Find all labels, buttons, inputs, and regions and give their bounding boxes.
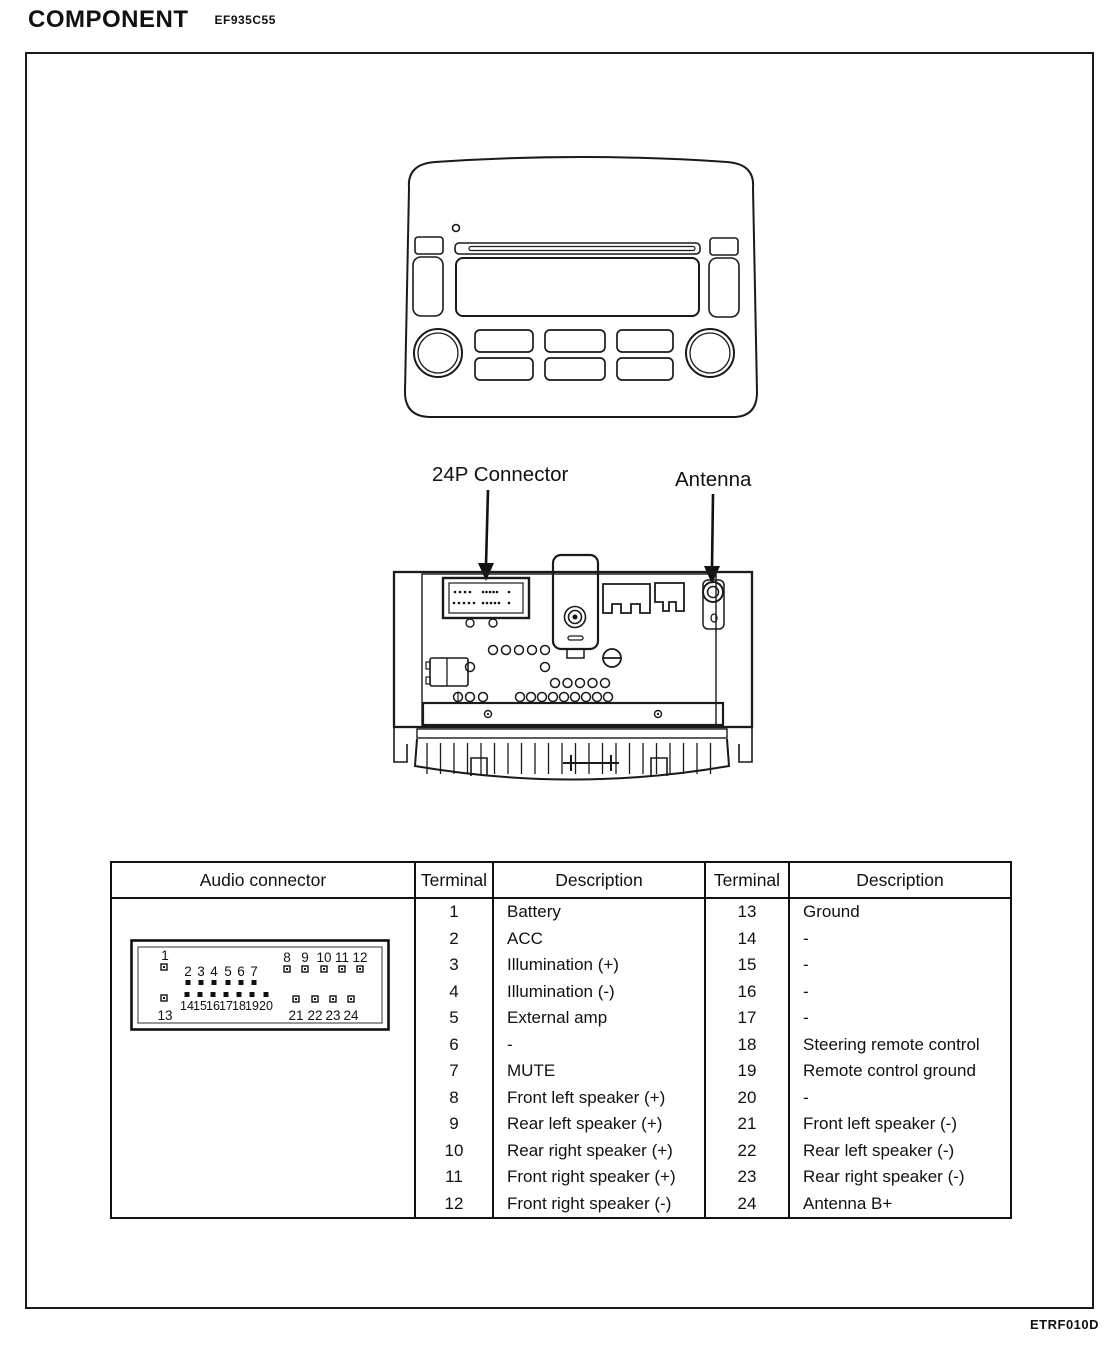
pin-label: 21 <box>288 1008 304 1023</box>
pin-label: 11 <box>334 950 350 965</box>
footer-code: ETRF010D <box>1030 1317 1100 1332</box>
terminal-cell: 2 <box>414 926 492 953</box>
connector-label: 24P Connector <box>432 463 569 486</box>
pin-label: 16 <box>206 999 220 1013</box>
page-heading <box>28 6 276 34</box>
pin-label: 14 <box>180 999 194 1013</box>
description-cell: Rear left speaker (+) <box>492 1111 704 1138</box>
pin-socket <box>186 980 191 985</box>
pin-label: 19 <box>245 999 259 1013</box>
column-header-description-1: Description <box>492 863 704 899</box>
description-cell: Rear right speaker (-) <box>788 1164 1010 1191</box>
connector-arrow <box>478 490 494 581</box>
pin-label: 10 <box>316 950 332 965</box>
pin-label: 8 <box>283 950 291 965</box>
column-header-terminal-1: Terminal <box>414 863 492 899</box>
description-cell: Illumination (-) <box>492 979 704 1006</box>
preset-buttons <box>475 330 673 380</box>
description-cell: Antenna B+ <box>788 1191 1010 1218</box>
pin-socket <box>224 992 229 997</box>
center-bracket <box>553 555 598 658</box>
description-cell: - <box>788 1085 1010 1112</box>
column-header-description-2: Description <box>788 863 1010 899</box>
column-header-audio-connector: Audio connector <box>112 863 414 899</box>
rear-24p-connector <box>443 578 529 618</box>
right-side-button <box>709 258 739 317</box>
terminal-cell: 16 <box>704 979 788 1006</box>
rear-antenna-jack <box>703 580 724 629</box>
pin-socket <box>185 992 190 997</box>
pin-label: 23 <box>325 1008 341 1023</box>
pin-label: 13 <box>157 1008 173 1023</box>
terminal-cell: 15 <box>704 952 788 979</box>
pin-diagram-svg <box>130 939 390 1031</box>
pin-label: 20 <box>259 999 273 1013</box>
description-cell: - <box>788 979 1010 1006</box>
description-cell: - <box>788 952 1010 979</box>
description-cell: - <box>788 1005 1010 1032</box>
description-cell: Steering remote control <box>788 1032 1010 1059</box>
description-cell: External amp <box>492 1005 704 1032</box>
pin-label: 12 <box>352 950 368 965</box>
terminal-cell: 17 <box>704 1005 788 1032</box>
description-cell: Battery <box>492 899 704 926</box>
terminal-cell: 8 <box>414 1085 492 1112</box>
description-cell: ACC <box>492 926 704 953</box>
pin-label: 3 <box>197 964 205 979</box>
display-panel <box>456 258 699 316</box>
terminal-cell: 10 <box>414 1138 492 1165</box>
pin-label: 24 <box>343 1008 359 1023</box>
antenna-arrow <box>704 494 720 584</box>
description-cell: MUTE <box>492 1058 704 1085</box>
pin-label: 1 <box>161 948 169 963</box>
terminal-cell: 23 <box>704 1164 788 1191</box>
pin-label: 7 <box>250 964 258 979</box>
terminal-cell: 18 <box>704 1032 788 1059</box>
pin-table <box>110 861 1012 1219</box>
pin-socket <box>226 980 231 985</box>
description-cell: Front right speaker (-) <box>492 1191 704 1218</box>
terminal-cell: 4 <box>414 979 492 1006</box>
pin-label: 17 <box>219 999 233 1013</box>
right-top-button <box>710 238 738 255</box>
terminal-cell: 5 <box>414 1005 492 1032</box>
pin-label: 22 <box>307 1008 323 1023</box>
description-cell: - <box>492 1032 704 1059</box>
terminal-cell: 9 <box>414 1111 492 1138</box>
diagram-frame <box>25 52 1094 1309</box>
doc-code: EF935C55 <box>214 13 276 27</box>
audio-connector-cell <box>112 899 414 1217</box>
antenna-label: Antenna <box>675 468 752 491</box>
pin-socket <box>239 980 244 985</box>
pin-label: 4 <box>210 964 218 979</box>
description-cell: Ground <box>788 899 1010 926</box>
terminal-cell: 3 <box>414 952 492 979</box>
column-header-terminal-2: Terminal <box>704 863 788 899</box>
pin-socket <box>212 980 217 985</box>
terminal-cell: 1 <box>414 899 492 926</box>
pin-socket <box>264 992 269 997</box>
terminal-cell: 22 <box>704 1138 788 1165</box>
pin-socket <box>198 992 203 997</box>
pin-label: 6 <box>237 964 245 979</box>
terminal-cell: 7 <box>414 1058 492 1085</box>
description-cell: - <box>788 926 1010 953</box>
description-cell: Front left speaker (+) <box>492 1085 704 1112</box>
description-cell: Front right speaker (+) <box>492 1164 704 1191</box>
pin-socket <box>199 980 204 985</box>
pin-socket <box>237 992 242 997</box>
head-unit-front-view <box>405 157 757 417</box>
head-unit-rear-view <box>394 555 752 780</box>
left-side-button <box>413 257 443 316</box>
pin-socket <box>211 992 216 997</box>
pin-socket <box>250 992 255 997</box>
pin-label: 18 <box>232 999 246 1013</box>
description-cell: Rear right speaker (+) <box>492 1138 704 1165</box>
terminal-cell: 11 <box>414 1164 492 1191</box>
terminal-cell: 21 <box>704 1111 788 1138</box>
description-cell: Rear left speaker (-) <box>788 1138 1010 1165</box>
terminal-cell: 13 <box>704 899 788 926</box>
description-cell: Illumination (+) <box>492 952 704 979</box>
power-led <box>453 225 460 232</box>
terminal-cell: 12 <box>414 1191 492 1218</box>
heatsink-fins <box>427 743 711 774</box>
cd-slot <box>455 243 700 254</box>
terminal-cell: 24 <box>704 1191 788 1218</box>
pin-label: 15 <box>193 999 207 1013</box>
description-cell: Remote control ground <box>788 1058 1010 1085</box>
description-cell: Front left speaker (-) <box>788 1111 1010 1138</box>
terminal-cell: 14 <box>704 926 788 953</box>
pin-label: 9 <box>301 950 309 965</box>
terminal-cell: 19 <box>704 1058 788 1085</box>
terminal-cell: 6 <box>414 1032 492 1059</box>
page-title: COMPONENT <box>28 6 189 33</box>
pin-socket <box>252 980 257 985</box>
right-knob <box>686 329 734 377</box>
pin-label: 5 <box>224 964 232 979</box>
left-top-button <box>415 237 443 254</box>
terminal-cell: 20 <box>704 1085 788 1112</box>
left-knob <box>414 329 462 377</box>
pin-label: 2 <box>184 964 192 979</box>
head-unit-illustration <box>27 54 1096 854</box>
